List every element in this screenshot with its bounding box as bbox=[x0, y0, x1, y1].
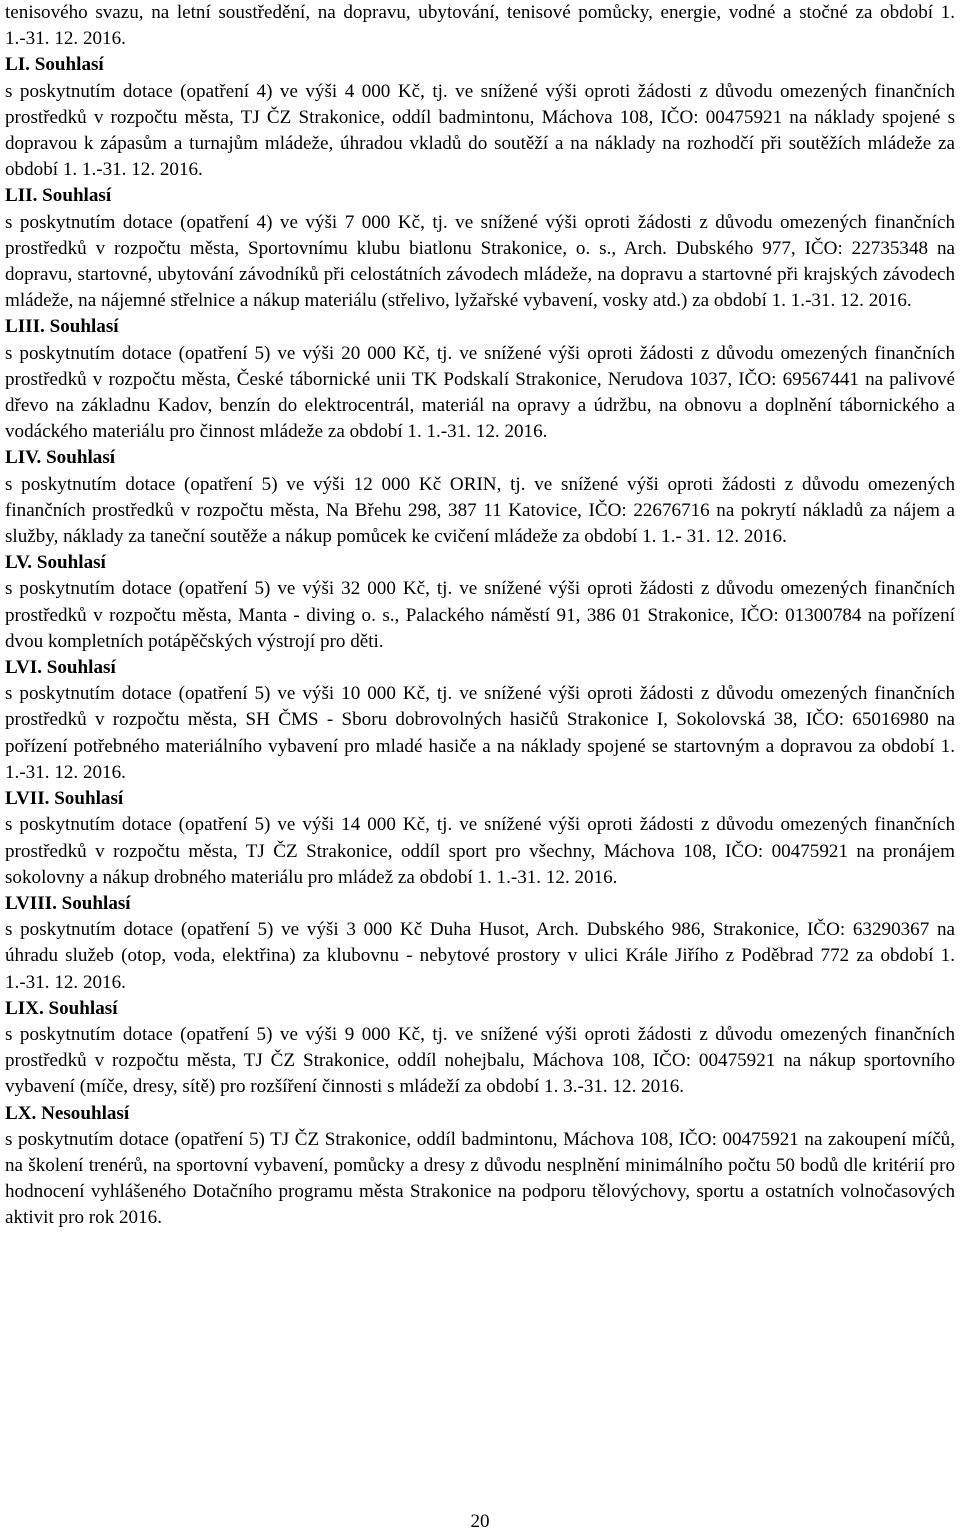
document-page bbox=[5, 0, 955, 1232]
section-lix bbox=[5, 996, 955, 1101]
section-verdict: Souhlasí bbox=[54, 788, 124, 810]
section-heading bbox=[5, 314, 955, 340]
section-verdict: Souhlasí bbox=[48, 997, 118, 1019]
section-text: s poskytnutím dotace (opatření 5) ve výši 12 000 Kč ORIN, tj. ve snížené výši oproti žádosti z důvodu omezených finančních prostředků v rozpočtu města, Na Břehu 298, 387 11 Katovice, IČO: 22676716 na pokrytí nákladů za nájem a služby, náklady za taneční soutěže a nákup pomůcek ke cvičení mládeže za období 1. 1.- 31. 12. 2016. bbox=[5, 473, 955, 548]
section-liii bbox=[5, 314, 955, 445]
intro-paragraph: tenisového svazu, na letní soustředění, na dopravu, ubytování, tenisové pomůcky, energie, vodné a stočné za období 1. 1.-31. 12. 2016. bbox=[5, 2, 955, 50]
section-number: LI. bbox=[5, 54, 30, 76]
section-text: s poskytnutím dotace (opatření 4) ve výši 4 000 Kč, tj. ve snížené výši oproti žádosti z důvodu omezených finančních prostředků v rozpočtu města, TJ ČZ Strakonice, oddíl badmintonu, Máchova 108, IČO: 00475921 na náklady spojené s dopravou k zápasům a turnajům mládeže, úhradou vkladů do soutěží a na náklady na rozhodčí při soutěžích mládeže za období 1. 1.-31. 12. 2016. bbox=[5, 80, 955, 181]
section-verdict: Souhlasí bbox=[42, 185, 112, 207]
section-text: s poskytnutím dotace (opatření 5) ve výši 3 000 Kč Duha Husot, Arch. Dubského 986, Strakonice, IČO: 63290367 na úhradu služeb (otop, voda, elektřina) za klubovnu - nebytové prostory v ulici Krále Jiřího z Poděbrad 772 za období 1. 1.-31. 12. 2016. bbox=[5, 919, 955, 993]
section-heading bbox=[5, 1101, 955, 1127]
section-heading bbox=[5, 445, 955, 471]
section-lviii bbox=[5, 891, 955, 996]
section-li bbox=[5, 52, 955, 183]
section-heading bbox=[5, 655, 955, 681]
section-text: s poskytnutím dotace (opatření 5) ve výši 32 000 Kč, tj. ve snížené výši oproti žádosti z důvodu omezených finančních prostředků v rozpočtu města, Manta - diving o. s., Palackého náměstí 91, 386 01 Strakonice, IČO: 01300784 na pořízení dvou kompletních potápěčských výstrojí pro děti. bbox=[5, 578, 955, 652]
section-heading bbox=[5, 891, 955, 917]
section-verdict: Souhlasí bbox=[61, 892, 131, 914]
section-text: s poskytnutím dotace (opatření 5) ve výši 20 000 Kč, tj. ve snížené výši oproti žádosti z důvodu omezených finančních prostředků v rozpočtu města, České tábornické unii TK Podskalí Strakonice, Nerudova 1037, IČO: 69567441 na palivové dřevo na základnu Kadov, benzín do elektrocentrál, materiál na opravy a údržbu, na obnovu a doplnění tábornického a vodáckého materiálu pro činnost mládeže za období 1. 1.-31. 12. 2016. bbox=[5, 342, 955, 443]
section-number: LVI. bbox=[5, 657, 42, 679]
section-heading bbox=[5, 52, 955, 78]
section-heading bbox=[5, 996, 955, 1022]
section-heading bbox=[5, 550, 955, 576]
section-verdict: Souhlasí bbox=[46, 447, 116, 469]
section-number: LIV. bbox=[5, 447, 42, 469]
section-heading bbox=[5, 183, 955, 209]
section-text: s poskytnutím dotace (opatření 5) ve výši 9 000 Kč, tj. ve snížené výši oproti žádosti z důvodu omezených finančních prostředků v rozpočtu města, TJ ČZ Strakonice, oddíl nohejbalu, Máchova 108, IČO: 00475921 na nákup sportovního vybavení (míče, dresy, sítě) pro rozšíření činnosti s mládeží za období 1. 3.-31. 12. 2016. bbox=[5, 1023, 955, 1098]
section-heading bbox=[5, 786, 955, 812]
section-lii bbox=[5, 183, 955, 314]
section-number: LII. bbox=[5, 185, 38, 207]
section-verdict: Nesouhlasí bbox=[41, 1102, 130, 1124]
section-verdict: Souhlasí bbox=[34, 54, 104, 76]
page-number: 20 bbox=[470, 1511, 490, 1532]
section-verdict: Souhlasí bbox=[36, 552, 106, 574]
section-lv bbox=[5, 550, 955, 655]
section-lvii bbox=[5, 786, 955, 891]
section-text: s poskytnutím dotace (opatření 5) ve výši 10 000 Kč, tj. ve snížené výši oproti žádosti z důvodu omezených finančních prostředků v rozpočtu města, SH ČMS - Sboru dobrovolných hasičů Strakonice I, Sokolovská 38, IČO: 65016980 na pořízení potřebného materiálního vybavení pro mladé hasiče a na náklady spojené se startovným a dopravou za období 1. 1.-31. 12. 2016. bbox=[5, 683, 955, 783]
section-verdict: Souhlasí bbox=[46, 657, 116, 679]
section-number: LIII. bbox=[5, 316, 45, 338]
section-text: s poskytnutím dotace (opatření 5) ve výši 14 000 Kč, tj. ve snížené výši oproti žádosti z důvodu omezených finančních prostředků v rozpočtu města, TJ ČZ Strakonice, oddíl sport pro všechny, Máchova 108, IČO: 00475921 na pronájem sokolovny a nákup drobného materiálu pro mládež za období 1. 1.-31. 12. 2016. bbox=[5, 814, 955, 888]
section-number: LVII. bbox=[5, 788, 50, 810]
section-number: LV. bbox=[5, 552, 33, 574]
section-number: LVIII. bbox=[5, 892, 57, 914]
section-text: s poskytnutím dotace (opatření 5) TJ ČZ Strakonice, oddíl badmintonu, Máchova 108, IČO: 00475921 na zakoupení míčů, na školení trenérů, na sportovní vybavení, pomůcky a dresy z důvodu nesplnění minimálního počtu 50 bodů dle kritérií pro hodnocení vyhlášeného Dotačního programu města Strakonice na podporu tělovýchovy, sportu a ostatních volnočasových aktivit pro rok 2016. bbox=[5, 1128, 955, 1229]
section-lx bbox=[5, 1101, 955, 1232]
section-liv bbox=[5, 445, 955, 550]
section-lvi bbox=[5, 655, 955, 786]
section-text: s poskytnutím dotace (opatření 4) ve výši 7 000 Kč, tj. ve snížené výši oproti žádosti z důvodu omezených finančních prostředků v rozpočtu města, Sportovnímu klubu biatlonu Strakonice, o. s., Arch. Dubského 977, IČO: 22735348 na dopravu, startovné, ubytování závodníků při celostátních závodech mládeže, na dopravu a startovné při krajských závodech mládeže, na nájemné střelnice a nákup materiálu (střelivo, lyžařské vybavení, vosky atd.) za období 1. 1.-31. 12. 2016. bbox=[5, 211, 955, 312]
section-number: LIX. bbox=[5, 997, 44, 1019]
section-number: LX. bbox=[5, 1102, 37, 1124]
section-verdict: Souhlasí bbox=[49, 316, 119, 338]
